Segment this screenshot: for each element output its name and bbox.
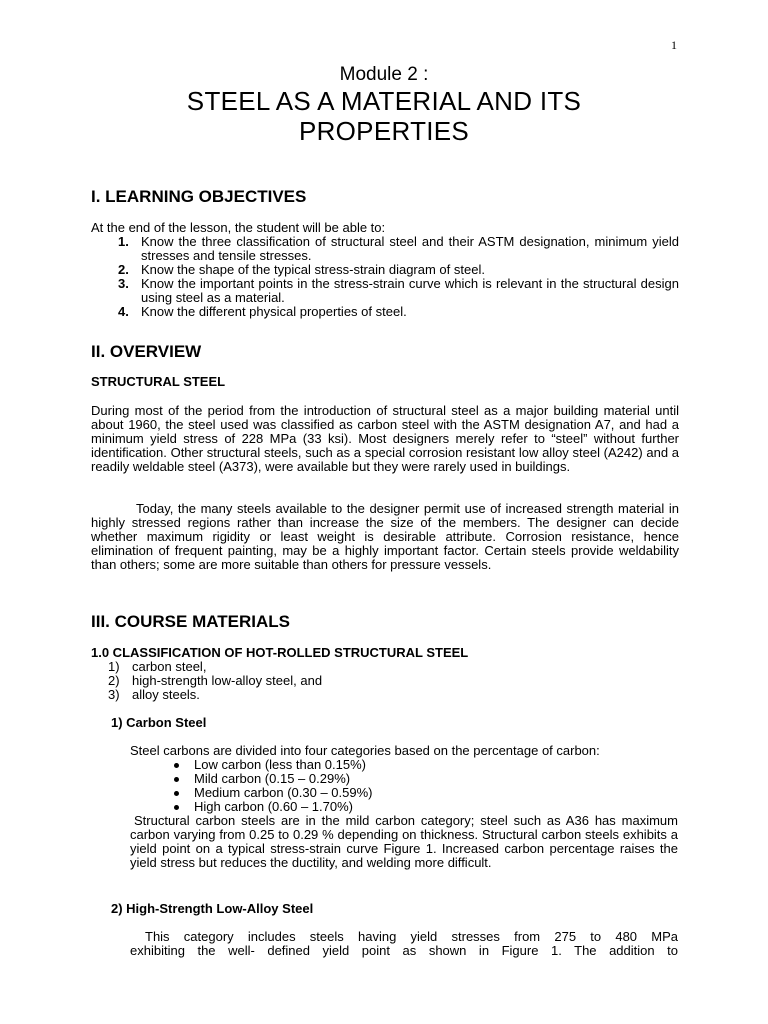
classification-item: 2) high-strength low-alloy steel, and [108,673,323,688]
materials-heading: III. COURSE MATERIALS [91,612,290,631]
objective-item: 4. Know the different physical properties of steel. [118,304,407,319]
overview-paragraph-2: Today, the many steels available to the designer permit use of increased strength material in highly stressed regions rather than increase the size of the members. The designer can decide whether maximum rigidity or least weight is desirable attribute. Corrosion resistance, hence elimination of frequent painting, may be a highly important factor. Certain steels provide weldability than others; some are more suitable than others for pressure vessels. [91,501,679,572]
overview-heading: II. OVERVIEW [91,342,202,361]
classification-heading: 1.0 CLASSIFICATION OF HOT-ROLLED STRUCTURAL STEEL [91,645,469,660]
carbon-categories [130,758,680,814]
list-item: Medium carbon (0.30 – 0.59%) [130,786,680,800]
list-item: Low carbon (less than 0.15%) [130,758,680,772]
objective-item: 3. Know the important points in the stress-strain curve which is relevant in the structural design using steel as a material. [118,276,679,305]
page-number: 1 [671,38,677,52]
list-item: Mild carbon (0.15 – 0.29%) [130,772,680,786]
objective-item: 2. Know the shape of the typical stress-strain diagram of steel. [118,262,485,277]
objectives-list [91,235,679,319]
objectives-heading: I. LEARNING OBJECTIVES [91,187,307,206]
hsla-line-1: This category includes steels having yield stresses from 275 to 480 MPa [145,929,678,944]
carbon-intro: Steel carbons are divided into four categories based on the percentage of carbon: [130,743,600,758]
hsla-line-2: exhibiting the well- defined yield point as shown in Figure 1. The addition to [130,943,678,958]
carbon-paragraph: Structural carbon steels are in the mild carbon category; steel such as A36 has maximum carbon varying from 0.25 to 0.29 % depending on thickness. Structural carbon steels exhibits a yield point on a typical stress-strain curve Figure 1. Increased carbon percentage raises the yield stress but reduces the ductility, and welding more difficult. [130,813,678,870]
overview-paragraph-1: During most of the period from the introduction of structural steel as a major building material until about 1960, the steel used was classified as carbon steel with the ASTM designation A7, and had a minimum yield stress of 228 MPa (33 ksi). Most designers merely refer to “steel” without further identification. Other structural steels, such as a special corrosion resistant low alloy steel (A242) and a readily weldable steel (A373), were available but they were rarely used in buildings. [91,403,679,474]
objectives-intro: At the end of the lesson, the student will be able to: [91,220,386,235]
carbon-steel-heading: 1) Carbon Steel [111,715,207,730]
list-item: High carbon (0.60 – 1.70%) [130,800,680,814]
document-title: STEEL AS A MATERIAL AND ITS PROPERTIES [186,86,582,146]
overview-subheading: STRUCTURAL STEEL [91,374,226,389]
module-label: Module 2 : [339,64,429,85]
hsla-heading: 2) High-Strength Low-Alloy Steel [111,901,314,916]
classification-list [91,660,679,702]
classification-item: 1) carbon steel, [108,659,207,674]
objective-item: 1. Know the three classification of structural steel and their ASTM designation, minimum yield stresses and tensile stresses. [118,234,679,263]
classification-item: 3) alloy steels. [108,687,200,702]
